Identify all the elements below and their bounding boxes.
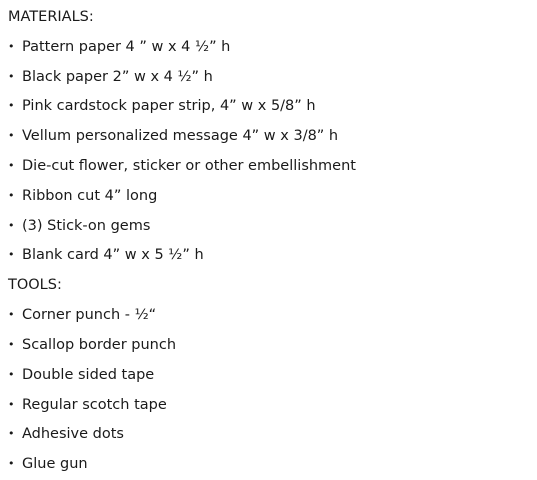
list-item: • Pattern paper 4 ” w x 4 ½” h bbox=[8, 39, 231, 55]
bullet-icon: • bbox=[8, 427, 15, 440]
bullet-icon: • bbox=[8, 248, 15, 261]
list-item: • Scallop border punch bbox=[8, 337, 177, 353]
list-item: • Ribbon cut 4” long bbox=[8, 188, 158, 204]
bullet-icon: • bbox=[8, 398, 15, 411]
bullet-icon: • bbox=[8, 40, 15, 53]
bullet-icon: • bbox=[8, 99, 15, 112]
bullet-icon: • bbox=[8, 159, 15, 172]
bullet-icon: • bbox=[8, 308, 15, 321]
list-item: • Glue gun bbox=[8, 456, 88, 472]
list-item: • Double sided tape bbox=[8, 367, 155, 383]
list-item: • Die-cut flower, sticker or other embellishment bbox=[8, 158, 356, 174]
list-item: • Corner punch - ½“ bbox=[8, 307, 157, 323]
bullet-icon: • bbox=[8, 338, 15, 351]
list-item: • (3) Stick-on gems bbox=[8, 218, 151, 234]
materials-heading: MATERIALS: bbox=[8, 9, 94, 25]
list-item: • Vellum personalized message 4” w x 3/8” h bbox=[8, 128, 339, 144]
bullet-icon: • bbox=[8, 129, 15, 142]
bullet-icon: • bbox=[8, 368, 15, 381]
list-item: • Blank card 4” w x 5 ½” h bbox=[8, 247, 204, 263]
tools-heading: TOOLS: bbox=[8, 277, 62, 293]
list-item: • Pink cardstock paper strip, 4” w x 5/8” h bbox=[8, 98, 316, 114]
bullet-icon: • bbox=[8, 189, 15, 202]
bullet-icon: • bbox=[8, 70, 15, 83]
list-item: • Black paper 2” w x 4 ½” h bbox=[8, 69, 213, 85]
bullet-icon: • bbox=[8, 219, 15, 232]
bullet-icon: • bbox=[8, 457, 15, 470]
list-item: • Adhesive dots bbox=[8, 426, 124, 442]
list-item: • Regular scotch tape bbox=[8, 397, 167, 413]
